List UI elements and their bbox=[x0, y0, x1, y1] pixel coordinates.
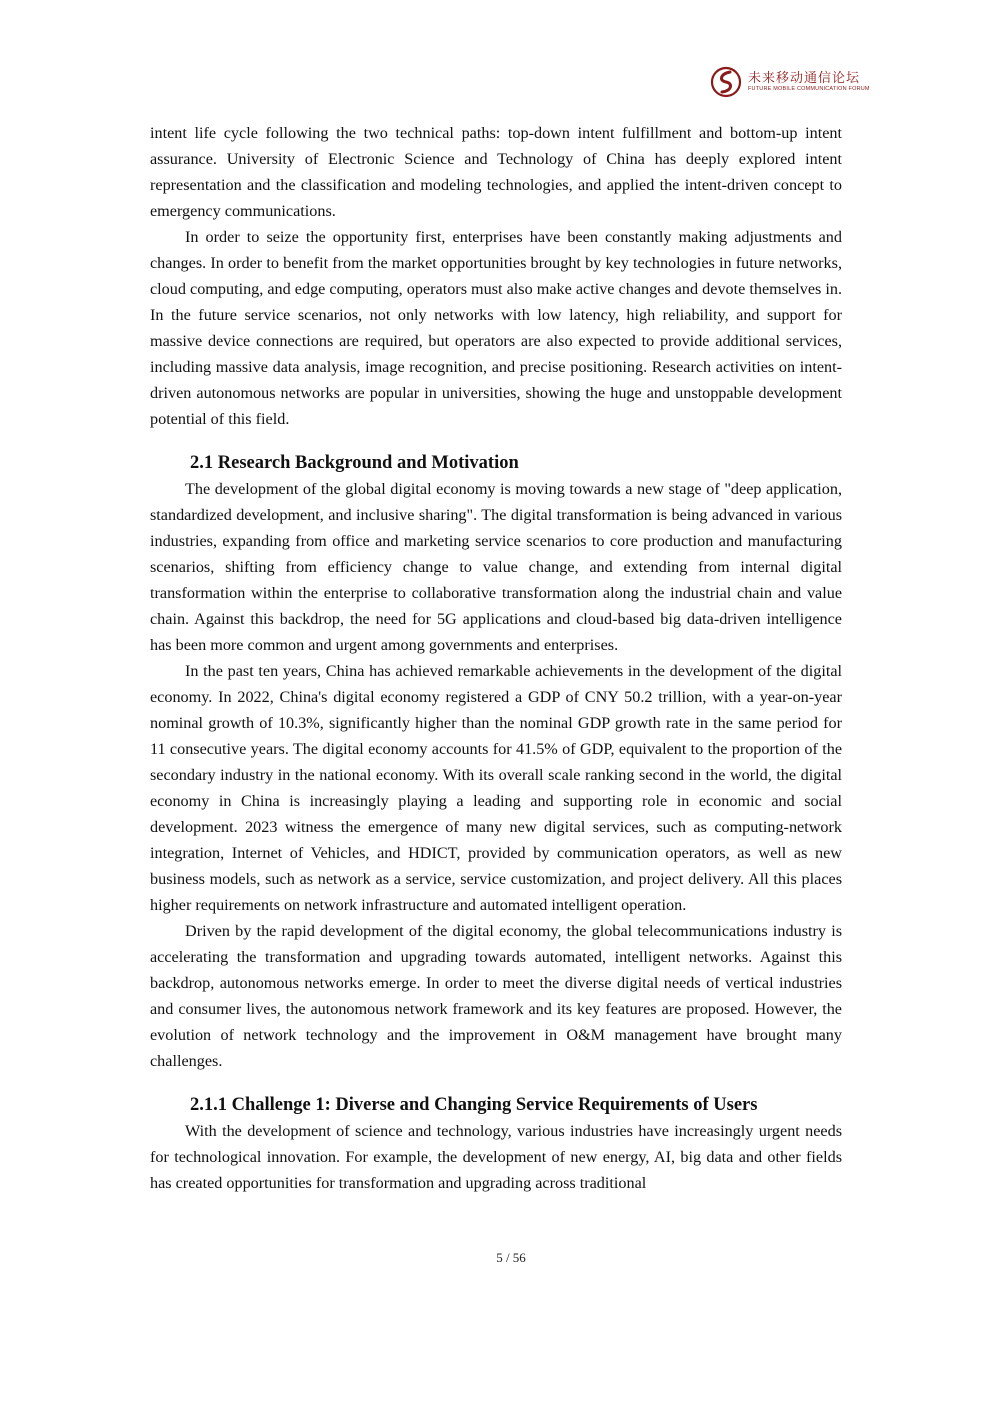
page-number: 5 / 56 bbox=[496, 1250, 526, 1265]
paragraph-technology-development: With the development of science and technology, various industries have increasingly urgent needs for technological innovation. For example, the development of new energy, AI, big data and other fields has created opportunities for transformation and upgrading across traditional bbox=[150, 1122, 842, 1192]
logo-text bbox=[748, 72, 870, 93]
paragraph-rapid-development: Driven by the rapid development of the digital economy, the global telecommunications industry is accelerating the transformation and upgrading towards automated, intelligent networks. Against this backdrop, autonomous networks emerge. In order to meet the diverse digital needs of vertical industries and consumer lives, the autonomous network framework and its key features are proposed. However, the evolution of network technology and the improvement in O&M management have brought many challenges. bbox=[150, 922, 842, 1070]
section-heading-2-1: 2.1 Research Background and Motivation bbox=[190, 453, 519, 473]
document-body bbox=[150, 120, 842, 1196]
logo-chinese-name: 未来移动通信论坛 bbox=[748, 70, 861, 86]
logo-english-name: FUTURE MOBILE COMMUNICATION FORUM bbox=[748, 85, 870, 92]
section-heading-2-1-1: 2.1.1 Challenge 1: Diverse and Changing Service Requirements of Users bbox=[190, 1095, 758, 1115]
forum-logo-icon bbox=[710, 66, 742, 98]
header-logo bbox=[710, 66, 870, 98]
paragraph-seize-opportunity: In order to seize the opportunity first, enterprises have been constantly making adjustments and changes. In order to benefit from the market opportunities brought by key technologies in future networks, cloud computing, and edge computing, operators must also make active changes and devote themselves in. In the future service scenarios, not only networks with low latency, high reliability, and support for massive device connections are required, but operators are also expected to provide additional services, including massive data analysis, image recognition, and precise positioning. Research activities on intent-driven autonomous networks are popular in universities, showing the huge and unstoppable development potential of this field. bbox=[150, 228, 842, 428]
paragraph-intent-lifecycle: intent life cycle following the two technical paths: top-down intent fulfillment and bottom-up intent assurance. University of Electronic Science and Technology of China has deeply explored intent representation and the classification and modeling technologies, and applied the intent-driven concept to emergency communications. bbox=[150, 124, 842, 220]
paragraph-global-digital-economy: The development of the global digital economy is moving towards a new stage of "deep application, standardized development, and inclusive sharing". The digital transformation is being advanced in various industries, expanding from office and marketing service scenarios to core production and manufacturing scenarios, shifting from efficiency change to value change, and extending from internal digital transformation within the enterprise to collaborative transformation along the industrial chain and value chain. Against this backdrop, the need for 5G applications and cloud-based big data-driven intelligence has been more common and urgent among governments and enterprises. bbox=[150, 480, 842, 654]
paragraph-past-ten-years: In the past ten years, China has achieved remarkable achievements in the development of the digital economy. In 2022, China's digital economy registered a GDP of CNY 50.2 trillion, with a year-on-year nominal growth of 10.3%, significantly higher than the nominal GDP growth rate in the same period for 11 consecutive years. The digital economy accounts for 41.5% of GDP, equivalent to the proportion of the secondary industry in the national economy. With its overall scale ranking second in the world, the digital economy in China is increasingly playing a leading and supporting role in economic and social development. 2023 witness the emergence of many new digital services, such as computing-network integration, Internet of Vehicles, and HDICT, provided by communication operators, as well as new business models, such as network as a service, service customization, and project delivery. All this places higher requirements on network infrastructure and automated intelligent operation. bbox=[150, 662, 842, 914]
